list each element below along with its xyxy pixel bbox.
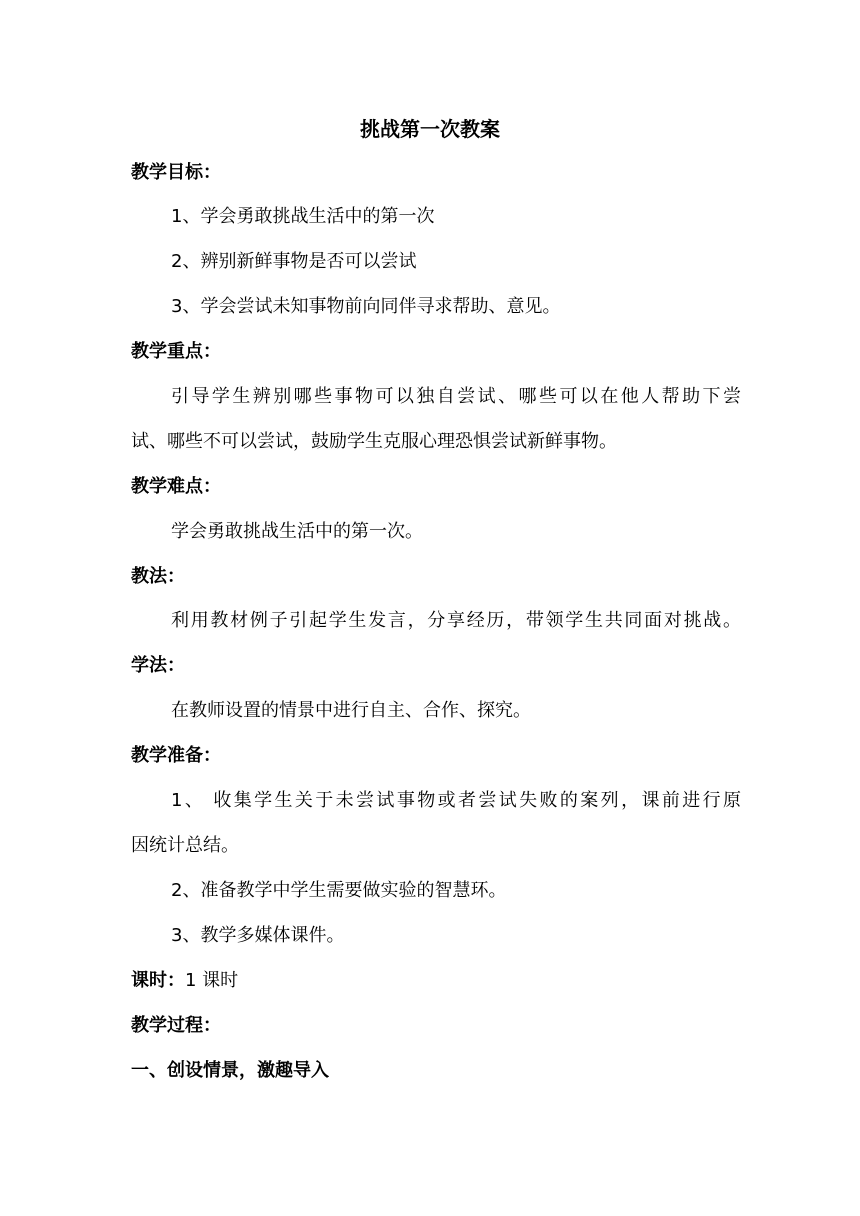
lesson-time-value: 1 课时: [185, 970, 239, 991]
objective-item-3: 3、学会尝试未知事物前向同伴寻求帮助、意见。: [171, 296, 561, 317]
preparation-item-3: 3、教学多媒体课件。: [171, 925, 345, 946]
preparation-item-1-line-1: 1、 收集学生关于未尝试事物或者尝试失败的案列，课前进行原: [171, 790, 741, 811]
document-title: 挑战第一次教案: [360, 117, 500, 141]
teaching-method-heading: 教法：: [131, 566, 185, 587]
preparation-heading: 教学准备：: [131, 745, 221, 766]
preparation-item-1-line-2: 因统计总结。: [131, 835, 239, 856]
difficulty-heading: 教学难点：: [131, 476, 221, 497]
lesson-time-label: 课时：: [131, 970, 185, 991]
objective-item-1: 1、学会勇敢挑战生活中的第一次: [171, 206, 435, 227]
key-points-line-1: 引导学生辨别哪些事物可以独自尝试、哪些可以在他人帮助下尝: [171, 386, 741, 407]
key-points-line-2: 试、哪些不可以尝试，鼓励学生克服心理恐惧尝试新鲜事物。: [131, 431, 617, 452]
objective-item-2: 2、辨别新鲜事物是否可以尝试: [171, 251, 417, 272]
key-points-heading: 教学重点：: [131, 341, 221, 362]
lesson-time: [131, 967, 741, 995]
teaching-method-text: 利用教材例子引起学生发言，分享经历，带领学生共同面对挑战。: [171, 610, 741, 631]
section-1-heading: 一、创设情景，激趣导入: [131, 1060, 329, 1081]
process-heading: 教学过程：: [131, 1015, 221, 1036]
objectives-heading: 教学目标：: [131, 162, 221, 183]
learning-method-heading: 学法：: [131, 655, 185, 676]
learning-method-text: 在教师设置的情景中进行自主、合作、探究。: [171, 700, 531, 721]
difficulty-text: 学会勇敢挑战生活中的第一次。: [171, 521, 423, 542]
preparation-item-2: 2、准备教学中学生需要做实验的智慧环。: [171, 880, 507, 901]
